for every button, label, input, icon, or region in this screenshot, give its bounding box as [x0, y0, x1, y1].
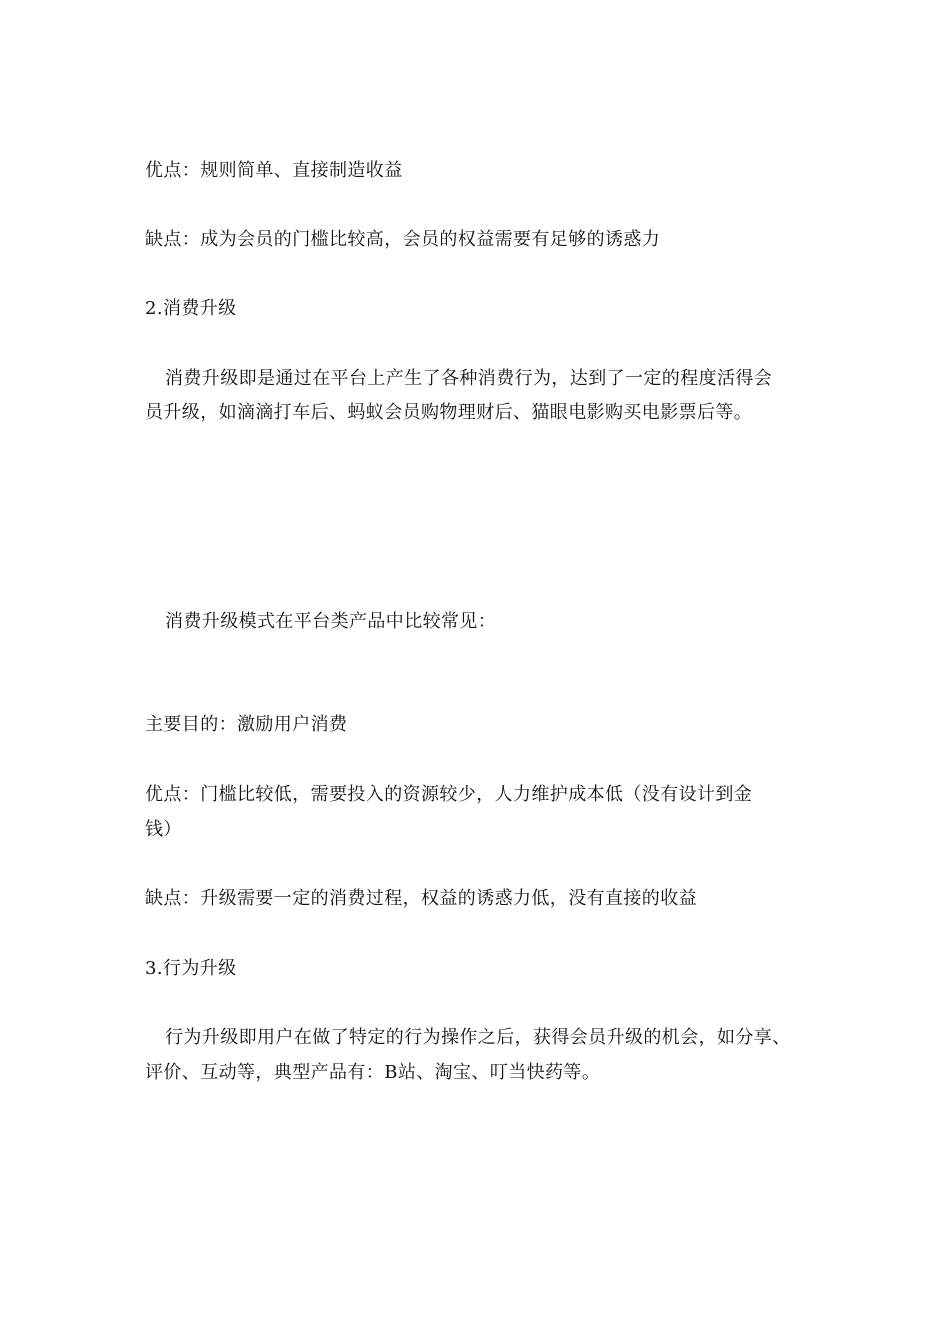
- consumption-upgrade-advantages-line-1: 优点：门槛比较低，需要投入的资源较少，人力维护成本低（没有设计到金: [145, 784, 753, 805]
- behavior-upgrade-paragraph-line-2: 评价、互动等，典型产品有：B站、淘宝、叮当快药等。: [145, 1062, 601, 1083]
- consumption-upgrade-common-note: 消费升级模式在平台类产品中比较常见：: [165, 611, 497, 632]
- behavior-upgrade-paragraph-line-1: 行为升级即用户在做了特定的行为操作之后，获得会员升级的机会，如分享、: [165, 1027, 791, 1048]
- section-heading-consumption-upgrade: 2.消费升级: [145, 298, 237, 319]
- consumption-upgrade-disadvantages: 缺点：升级需要一定的消费过程，权益的诱惑力低，没有直接的收益: [145, 888, 697, 909]
- consumption-model-advantages: 优点：规则简单、直接制造收益: [145, 160, 403, 181]
- section-heading-behavior-upgrade: 3.行为升级: [145, 958, 237, 979]
- consumption-model-disadvantages: 缺点：成为会员的门槛比较高，会员的权益需要有足够的诱惑力: [145, 229, 661, 250]
- consumption-upgrade-paragraph-line-2: 员升级，如滴滴打车后、蚂蚁会员购物理财后、猫眼电影购买电影票后等。: [145, 402, 753, 423]
- consumption-upgrade-purpose: 主要目的：激励用户消费: [145, 714, 348, 735]
- consumption-upgrade-advantages-line-2: 钱）: [145, 819, 182, 840]
- consumption-upgrade-paragraph-line-1: 消费升级即是通过在平台上产生了各种消费行为，达到了一定的程度活得会: [165, 368, 773, 389]
